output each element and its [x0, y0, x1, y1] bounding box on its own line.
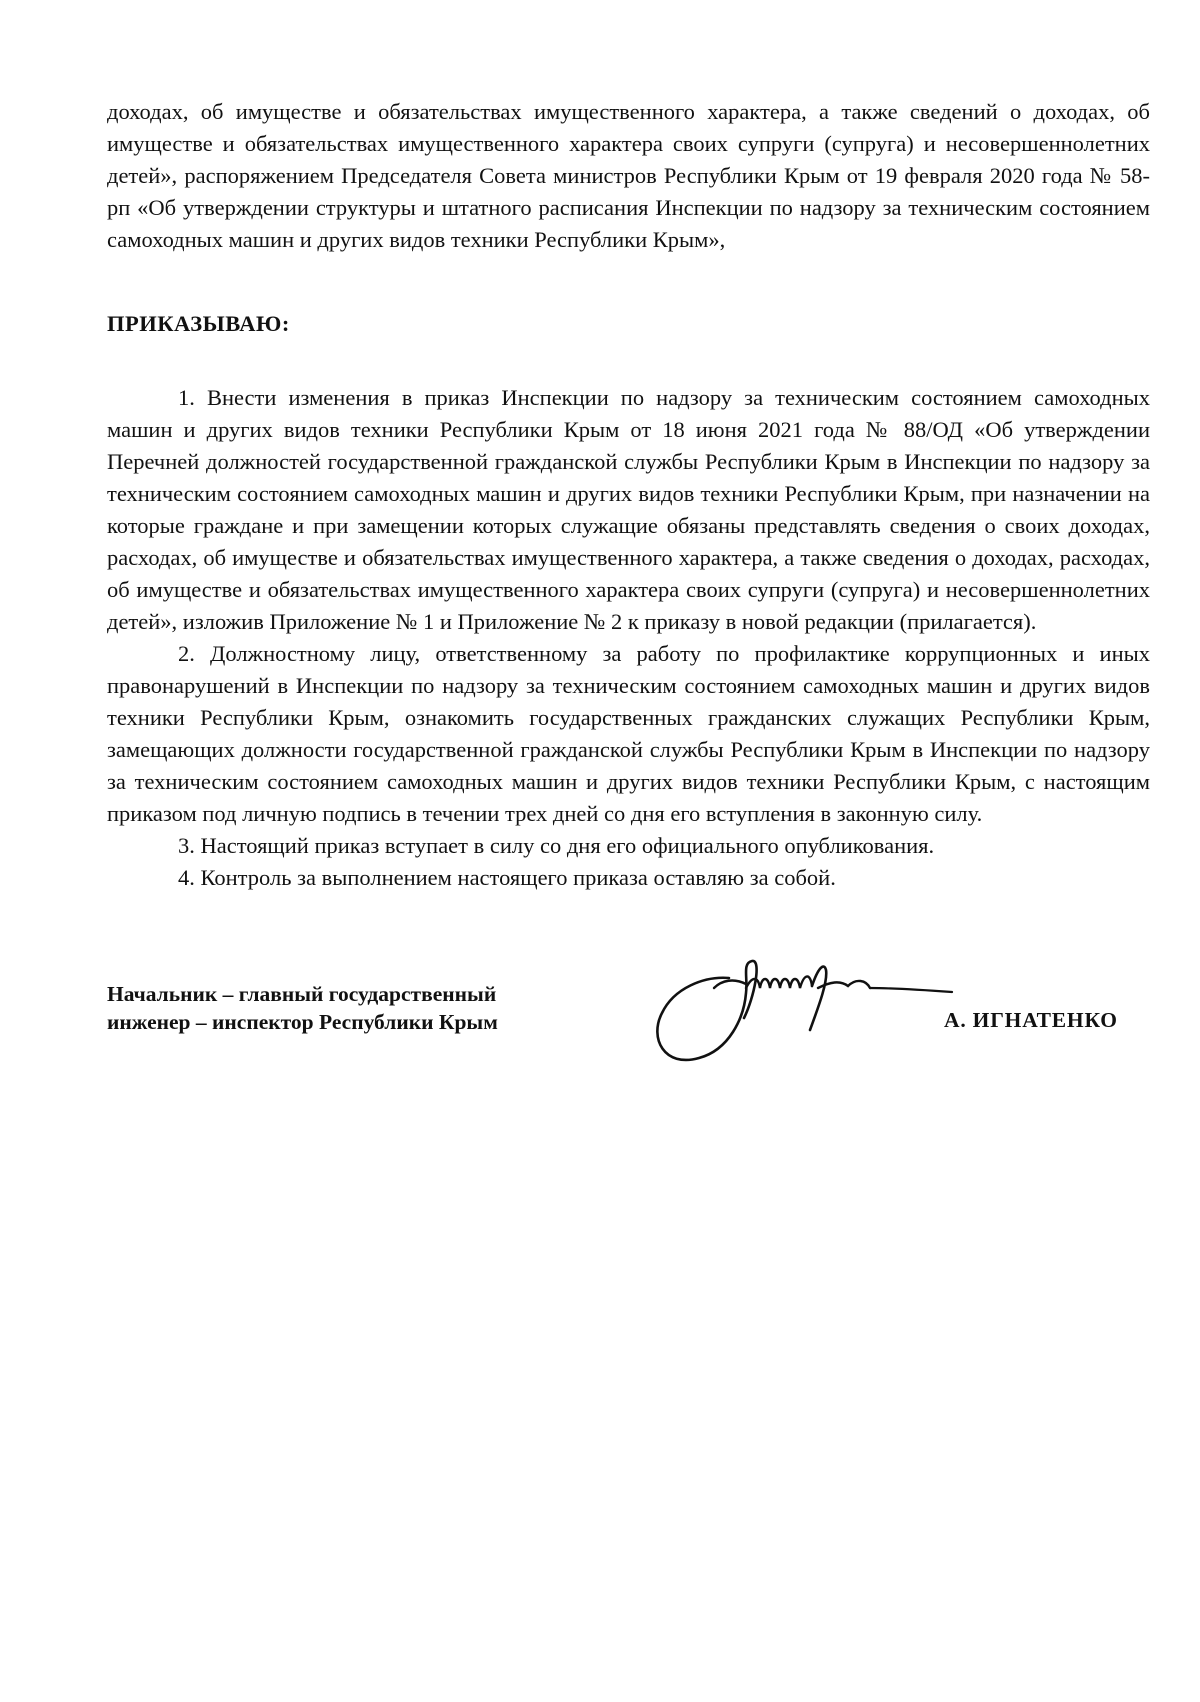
signer-position-line-2: инженер – инспектор Республики Крым: [107, 1010, 498, 1034]
order-item-1: 1. Внести изменения в приказ Инспекции по надзору за техническим состоянием самоходных машин и других видов техники Республики Крым от 18 июня 2021 года № 88/ОД «Об утверждении Перечней должностей государственной гражданской службы Республики Крым в Инспекции по надзору за техническим состоянием самоходных машин и других видов техники Республики Крым, при назначении на которые граждане и при замещении которых служащие обязаны представлять сведения о своих доходах, расходах, об имуществе и обязательствах имущественного характера, а также сведения о доходах, расходах, об имуществе и обязательствах имущественного характера своих супруги (супруга) и несовершеннолетних детей», изложив Приложение № 1 и Приложение № 2 к приказу в новой редакции (прилагается).: [107, 385, 1150, 634]
order-item-3: 3. Настоящий приказ вступает в силу со дня его официального опубликования.: [178, 833, 935, 858]
intro-paragraph: доходах, об имуществе и обязательствах имущественного характера, а также сведений о доходах, об имуществе и обязательствах имущественного характера своих супруги (супруга) и несовершеннолетних детей», распоряжением Председателя Совета министров Республики Крым от 19 февраля 2020 года № 58-рп «Об утверждении структуры и штатного расписания Инспекции по надзору за техническим состоянием самоходных машин и других видов техники Республики Крым»,: [107, 99, 1150, 252]
signer-position-line-1: Начальник – главный государственный: [107, 982, 497, 1006]
order-item-2: 2. Должностному лицу, ответственному за работу по профилактике коррупционных и иных правонарушений в Инспекции по надзору за техническим состоянием самоходных машин и других видов техники Республики Крым, ознакомить государственных гражданских служащих Республики Крым, замещающих должности государственной гражданской службы Республики Крым в Инспекции по надзору за техническим состоянием самоходных машин и других видов техники Республики Крым, с настоящим приказом под личную подпись в течении трех дней со дня его вступления в законную силу.: [107, 641, 1150, 826]
handwritten-signature: [634, 958, 954, 1078]
signature-block: [107, 980, 1150, 1100]
signer-name: А. ИГНАТЕНКО: [944, 1008, 1118, 1032]
signer-position: [107, 980, 627, 1036]
order-item-4: 4. Контроль за выполнением настоящего приказа оставляю за собой.: [178, 865, 836, 890]
order-items: [107, 382, 1150, 894]
order-heading: ПРИКАЗЫВАЮ:: [107, 311, 290, 336]
